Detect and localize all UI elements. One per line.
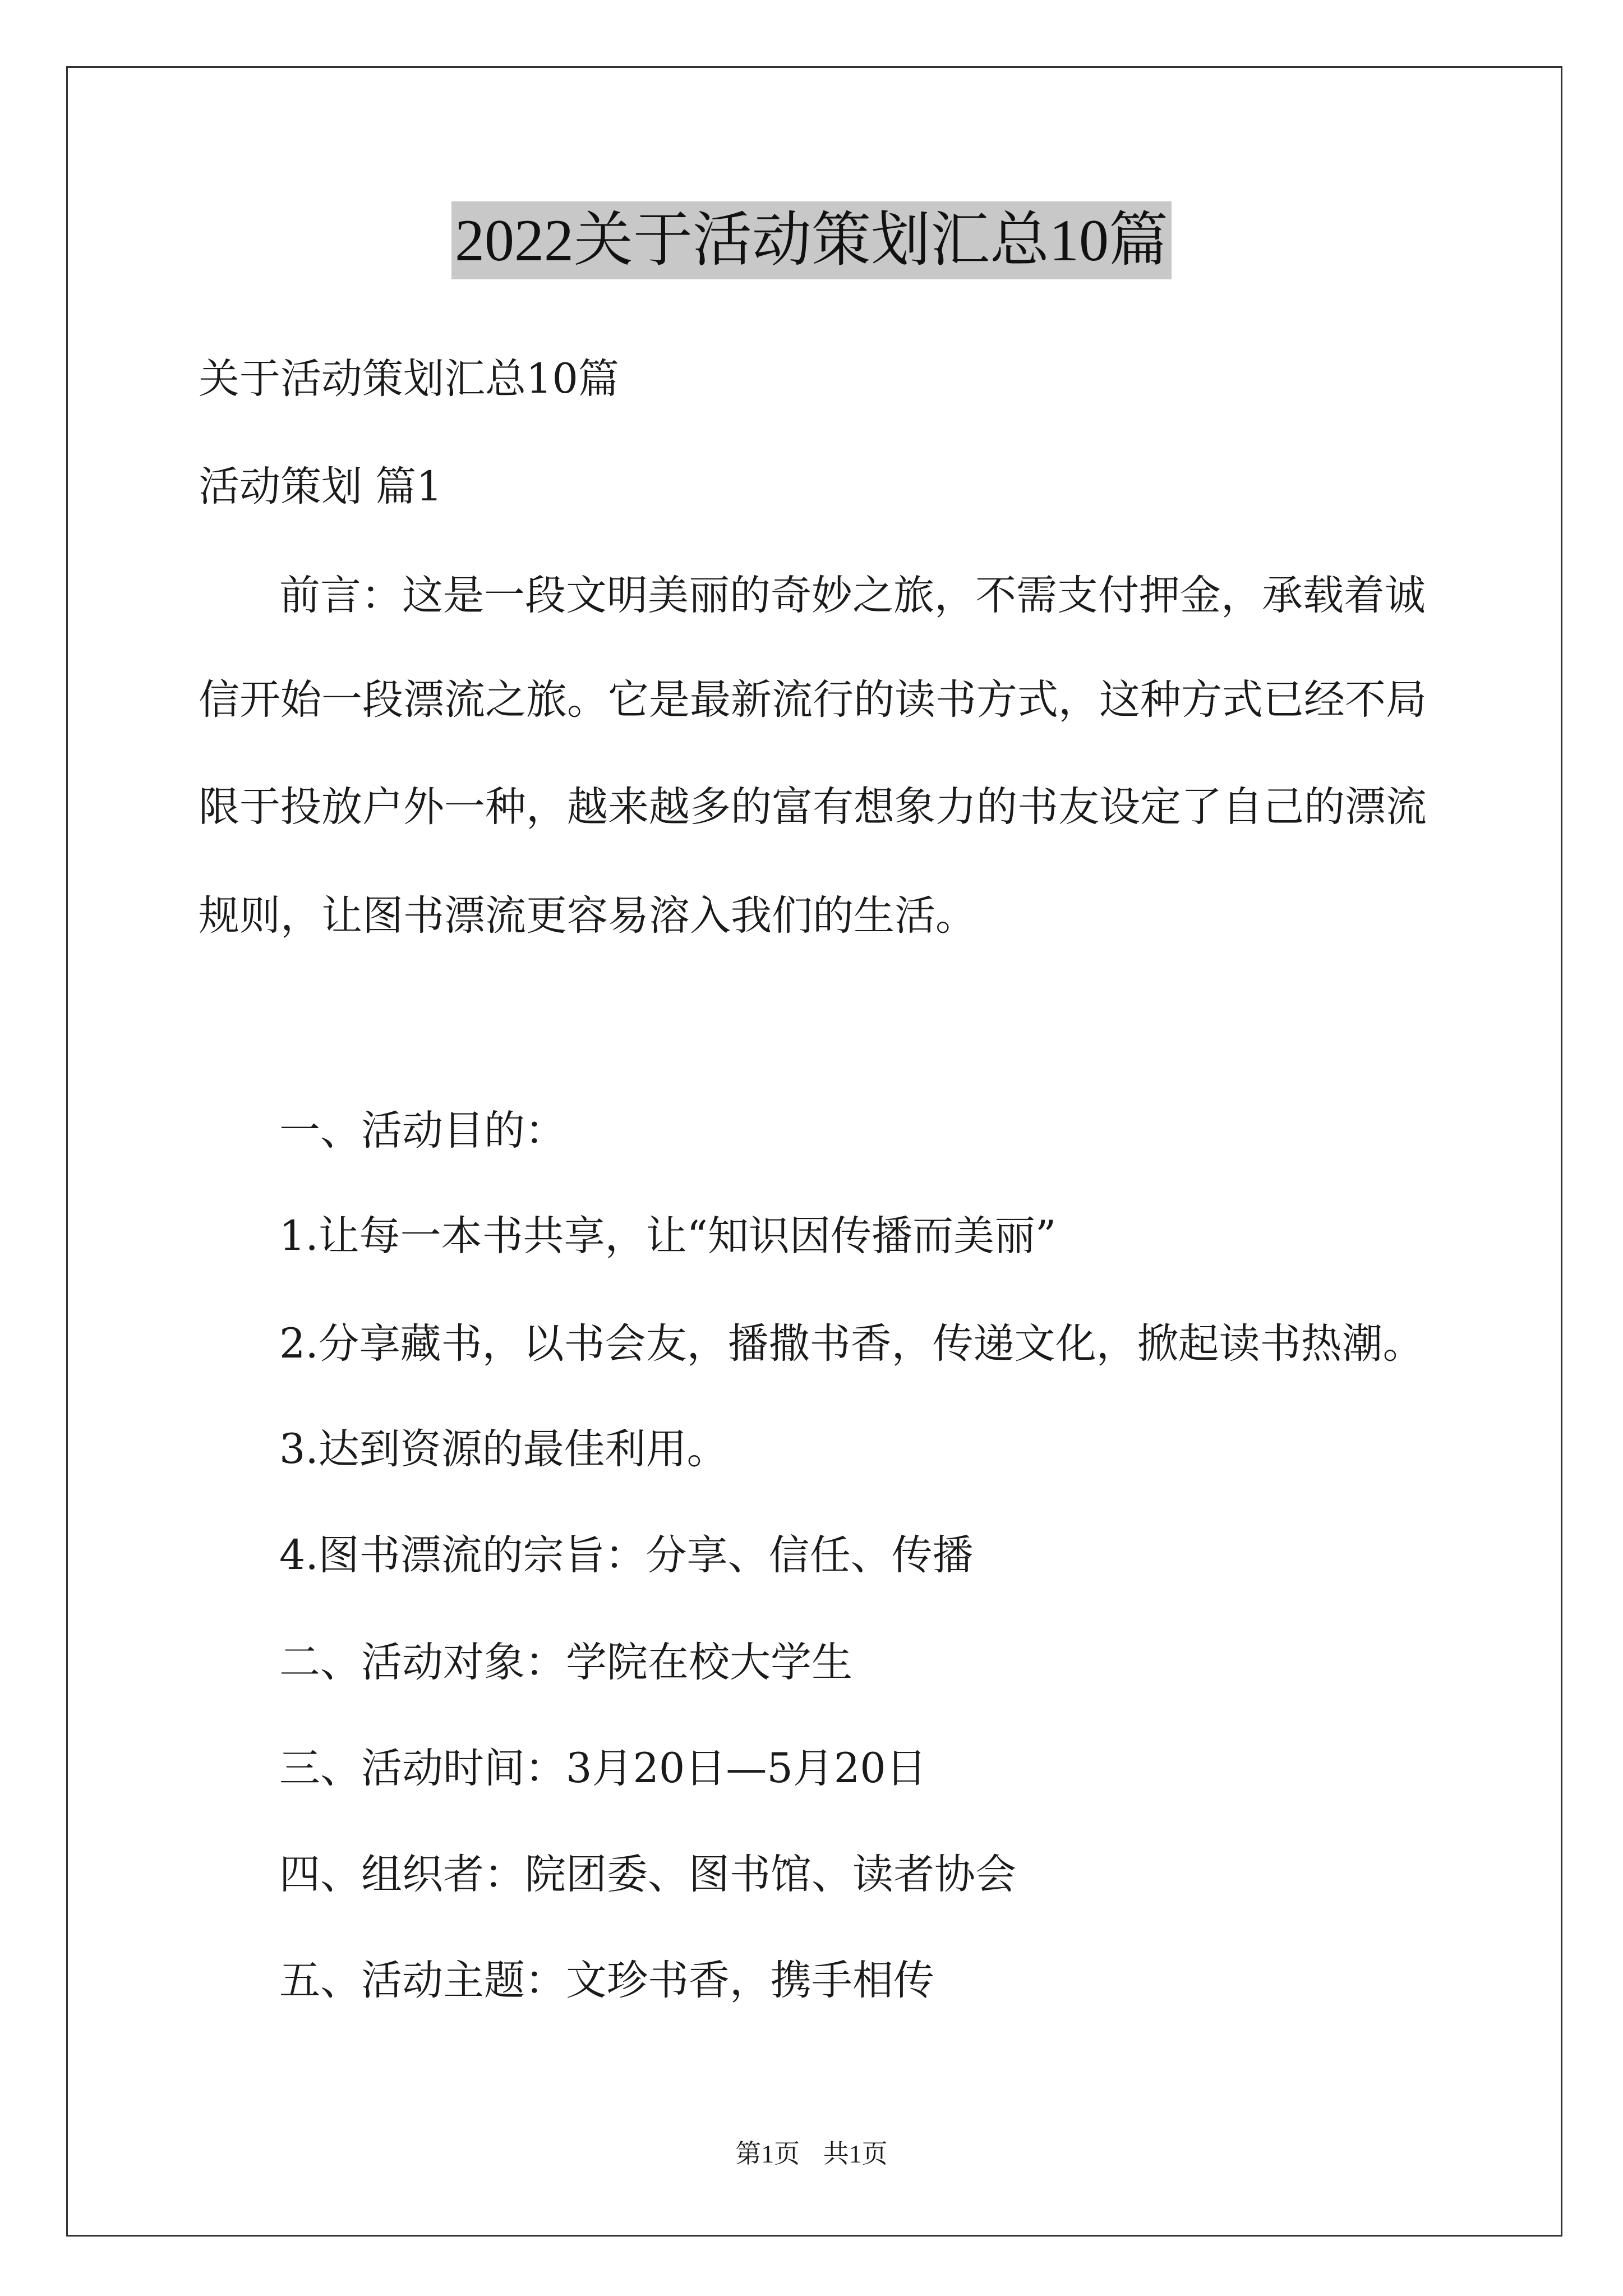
list-item: 2.分享藏书，以书会友，播撒书香，传递文化，掀起读书热潮。: [279, 1320, 1424, 1368]
section-organizers: 四、组织者：院团委、图书馆、读者协会: [279, 1851, 1016, 1898]
preface-line: 规则，让图书漂流更容易溶入我们的生活。: [199, 892, 976, 940]
list-item: 3.达到资源的最佳利用。: [279, 1425, 728, 1473]
section-purpose-heading: 一、活动目的：: [279, 1107, 566, 1154]
section-time: 三、活动时间：3月20日—5月20日: [279, 1745, 927, 1792]
document-subtitle: 关于活动策划汇总10篇: [199, 355, 619, 403]
page-indicator: 第1页 共1页: [735, 2139, 888, 2168]
preface-line: 限于投放户外一种，越来越多的富有想象力的书友设定了自己的漂流: [199, 783, 1427, 831]
list-item: 1.让每一本书共享，让“知识因传播而美丽”: [279, 1212, 1057, 1260]
preface-line: 前言：这是一段文明美丽的奇妙之旅，不需支付押金，承载着诚: [279, 572, 1426, 619]
list-item: 4.图书漂流的宗旨：分享、信任、传播: [279, 1531, 974, 1579]
section-heading: 活动策划 篇1: [199, 463, 442, 510]
preface-line: 信开始一段漂流之旅。它是最新流行的读书方式，这种方式已经不局: [199, 676, 1427, 724]
document-title: 2022关于活动策划汇总10篇: [451, 201, 1172, 279]
section-audience: 二、活动对象：学院在校大学生: [279, 1639, 852, 1686]
title-container: [0, 201, 1623, 279]
section-theme: 五、活动主题：文珍书香，携手相传: [279, 1957, 934, 2004]
